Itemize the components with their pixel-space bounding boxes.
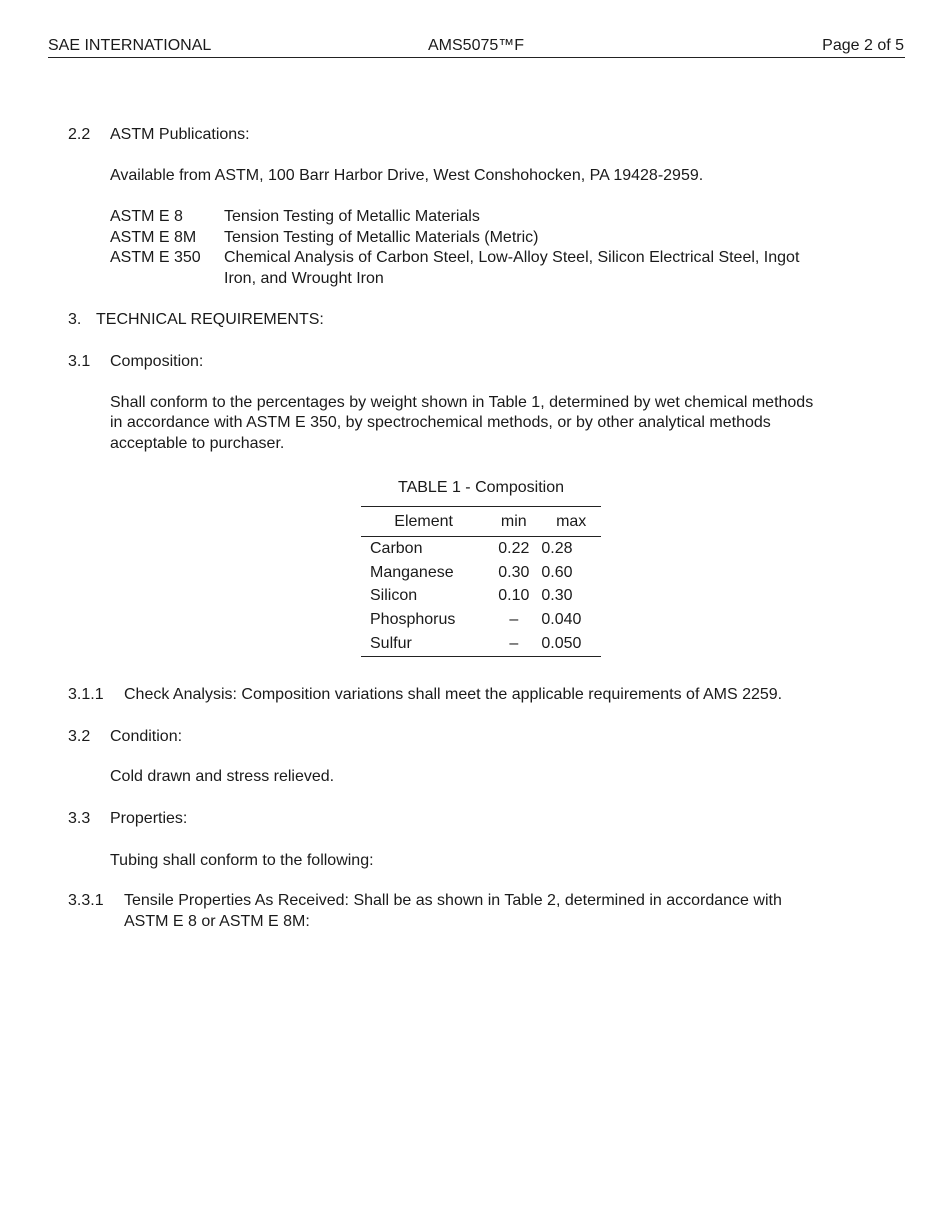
ref-title: Tension Testing of Metallic Materials (Metric): [224, 229, 539, 246]
composition-text-line: acceptable to purchaser.: [110, 435, 285, 452]
table-header-row: [361, 507, 601, 537]
header-rule: [48, 57, 905, 58]
header-page-number: Page 2 of 5: [822, 37, 904, 54]
table-1-caption: TABLE 1 - Composition: [398, 479, 564, 496]
max-cell: 0.30: [541, 587, 573, 605]
ref-code: ASTM E 8: [110, 208, 183, 225]
section-3-2-title: Condition:: [110, 728, 183, 745]
section-3-3-1-number: 3.3.1: [68, 892, 104, 909]
ref-title-continued: Iron, and Wrought Iron: [224, 270, 384, 287]
check-analysis-text: Check Analysis: Composition variations shall meet the applicable requirements of AMS 2259.: [124, 686, 783, 703]
element-cell: Carbon: [370, 539, 423, 557]
header-doc-id: AMS5075™F: [428, 37, 525, 54]
min-cell: –: [509, 611, 519, 629]
table-row: [361, 608, 601, 632]
section-3-2-number: 3.2: [68, 728, 91, 745]
composition-text-line: Shall conform to the percentages by weight shown in Table 1, determined by wet chemical methods: [110, 394, 814, 411]
ref-code: ASTM E 350: [110, 249, 201, 266]
column-header-min: min: [486, 507, 541, 537]
table-row: [361, 585, 601, 609]
element-cell: Manganese: [370, 563, 454, 581]
header-org: SAE INTERNATIONAL: [48, 37, 212, 54]
max-cell: 0.050: [541, 632, 601, 656]
section-3-1-number: 3.1: [68, 353, 91, 370]
astm-availability: Available from ASTM, 100 Barr Harbor Drive, West Conshohocken, PA 19428-2959.: [110, 167, 704, 184]
max-cell: 0.60: [541, 563, 573, 581]
tensile-text-line: ASTM E 8 or ASTM E 8M:: [124, 913, 310, 930]
min-cell: 0.10: [498, 587, 530, 605]
ref-title: Chemical Analysis of Carbon Steel, Low-Alloy Steel, Silicon Electrical Steel, Ingot: [224, 249, 800, 266]
ref-title: Tension Testing of Metallic Materials: [224, 208, 480, 225]
section-3-3-number: 3.3: [68, 810, 91, 827]
element-cell: Phosphorus: [370, 611, 456, 629]
table-row: [361, 561, 601, 585]
element-cell: Sulfur: [361, 632, 486, 656]
condition-text: Cold drawn and stress relieved.: [110, 768, 335, 785]
ref-code: ASTM E 8M: [110, 229, 197, 246]
min-cell: 0.22: [498, 539, 530, 557]
max-cell: 0.040: [541, 611, 582, 629]
tensile-text-line: Tensile Properties As Received: Shall be as shown in Table 2, determined in accordance with: [124, 892, 782, 909]
section-2-2-number: 2.2: [68, 126, 91, 143]
section-3-1-1-number: 3.1.1: [68, 686, 104, 703]
section-3-title: TECHNICAL REQUIREMENTS:: [96, 311, 324, 328]
min-cell: 0.30: [498, 563, 530, 581]
min-cell: –: [486, 632, 541, 656]
element-cell: Silicon: [370, 587, 418, 605]
table-row: [361, 632, 601, 656]
section-3-3-title: Properties:: [110, 810, 188, 827]
section-3-1-title: Composition:: [110, 353, 204, 370]
section-2-2-title: ASTM Publications:: [110, 126, 250, 143]
column-header-max: max: [541, 507, 601, 537]
composition-table: [361, 506, 601, 657]
max-cell: 0.28: [541, 539, 573, 557]
table-row: [361, 537, 601, 561]
composition-text-line: in accordance with ASTM E 350, by spectrochemical methods, or by other analytical methods: [110, 414, 771, 431]
column-header-element: Element: [361, 507, 486, 537]
section-3-number: 3.: [68, 311, 82, 328]
properties-text: Tubing shall conform to the following:: [110, 852, 374, 869]
